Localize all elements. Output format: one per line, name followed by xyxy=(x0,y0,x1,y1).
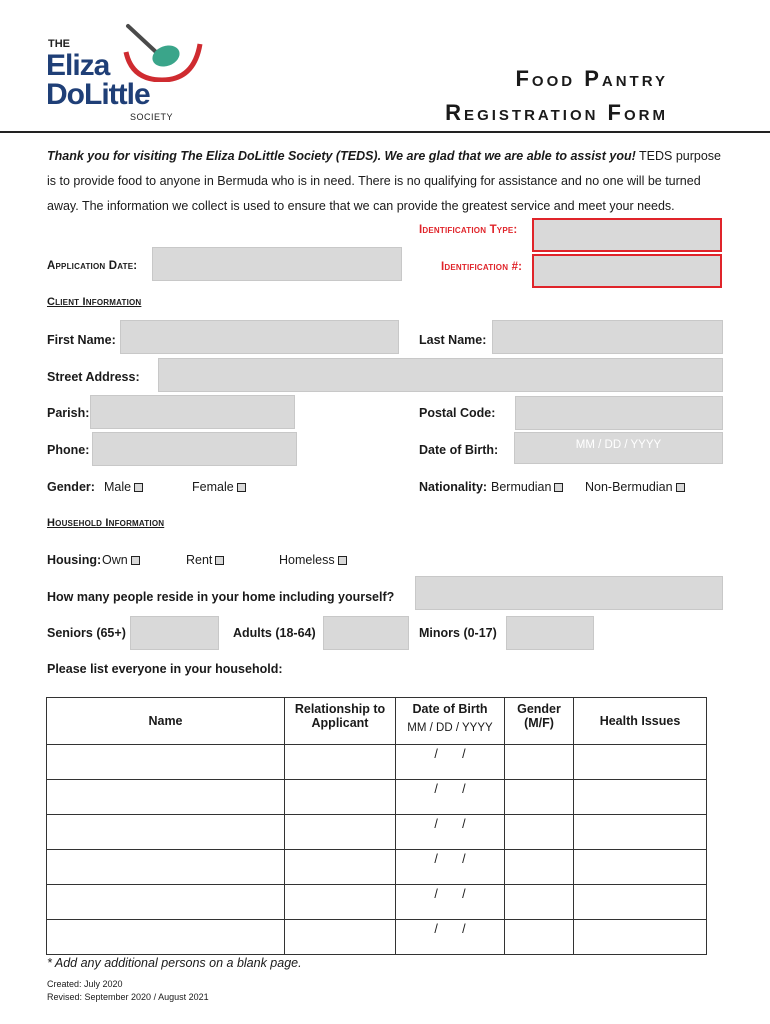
table-row xyxy=(47,850,707,885)
date-placeholder: / / xyxy=(434,747,466,761)
gender-row xyxy=(47,480,95,494)
logo xyxy=(46,22,206,126)
gender-cell[interactable] xyxy=(505,850,574,885)
relationship-cell[interactable] xyxy=(285,885,396,920)
logo-society: SOCIETY xyxy=(130,112,174,122)
logo-eliza: Eliza xyxy=(46,49,110,82)
table-row xyxy=(47,780,707,815)
name-cell[interactable] xyxy=(47,780,285,815)
date-of-birth-cell[interactable] xyxy=(396,745,505,780)
last-name-field[interactable] xyxy=(492,320,723,354)
gender-female-label: Female xyxy=(192,480,234,494)
identification-type-field[interactable] xyxy=(532,218,722,252)
table-row xyxy=(47,745,707,780)
identification-type-label: Identification Type: xyxy=(419,224,518,236)
last-name-label: Last Name: xyxy=(419,333,487,347)
bowl-spoon-icon xyxy=(120,22,206,82)
logo-dolittle: DoLittle xyxy=(46,78,150,111)
header-dob-text: Date of Birth xyxy=(412,702,488,716)
table-header-row xyxy=(47,698,707,745)
relationship-cell[interactable] xyxy=(285,780,396,815)
minors-field[interactable] xyxy=(506,616,594,650)
nationality-non-bermudian-option[interactable] xyxy=(585,480,685,494)
rent-checkbox[interactable] xyxy=(215,556,224,565)
identification-number-field[interactable] xyxy=(532,254,722,288)
street-address-field[interactable] xyxy=(158,358,723,392)
nationality-bermudian-option[interactable] xyxy=(491,480,563,494)
housing-label: Housing: xyxy=(47,553,102,567)
table-body xyxy=(47,745,707,955)
name-cell[interactable] xyxy=(47,745,285,780)
street-address-label: Street Address: xyxy=(47,370,140,384)
intro-body: TEDS purpose is to provide food to anyone in Bermuda who is in need. There is no qualifying for assistance and no one will be turned away. The information we collect is used to ensure that we can provide the greatest service and meet your needs. xyxy=(47,149,722,213)
revised-date: Revised: September 2020 / August 2021 xyxy=(47,992,209,1002)
header-relationship-text: Relationship to Applicant xyxy=(294,702,386,730)
date-placeholder: / / xyxy=(434,782,466,796)
seniors-label: Seniors (65+) xyxy=(47,626,126,640)
own-checkbox[interactable] xyxy=(131,556,140,565)
parish-label: Parish: xyxy=(47,406,90,420)
non-bermudian-label: Non-Bermudian xyxy=(585,480,673,494)
male-checkbox[interactable] xyxy=(134,483,143,492)
household-members-table xyxy=(46,697,707,955)
relationship-cell[interactable] xyxy=(285,850,396,885)
date-placeholder: / / xyxy=(434,817,466,831)
form-title-line1: Food Pantry xyxy=(515,66,668,91)
phone-label: Phone: xyxy=(47,443,90,457)
adults-field[interactable] xyxy=(323,616,409,650)
household-size-label: How many people reside in your home including yourself? xyxy=(47,590,395,604)
date-placeholder: / / xyxy=(434,922,466,936)
table-row xyxy=(47,885,707,920)
date-of-birth-cell[interactable] xyxy=(396,815,505,850)
created-date: Created: July 2020 xyxy=(47,979,123,989)
non-bermudian-checkbox[interactable] xyxy=(676,483,685,492)
first-name-field[interactable] xyxy=(120,320,399,354)
header-relationship xyxy=(285,698,396,745)
footnote: * Add any additional persons on a blank page. xyxy=(47,956,302,970)
name-cell[interactable] xyxy=(47,850,285,885)
date-of-birth-field[interactable] xyxy=(514,432,723,464)
first-name-label: First Name: xyxy=(47,333,116,347)
logo-the: THE xyxy=(48,38,70,50)
relationship-cell[interactable] xyxy=(285,920,396,955)
homeless-label: Homeless xyxy=(279,553,335,567)
client-info-heading: Client Information xyxy=(47,296,142,308)
header-date-of-birth xyxy=(396,698,505,745)
name-cell[interactable] xyxy=(47,920,285,955)
header-gender xyxy=(505,698,574,745)
gender-cell[interactable] xyxy=(505,815,574,850)
health-issues-cell[interactable] xyxy=(574,780,707,815)
application-date-field[interactable] xyxy=(152,247,402,281)
identification-number-label: Identification #: xyxy=(441,261,523,273)
phone-field[interactable] xyxy=(92,432,297,466)
header-health-text: Health Issues xyxy=(599,713,681,728)
date-of-birth-cell[interactable] xyxy=(396,885,505,920)
gender-cell[interactable] xyxy=(505,885,574,920)
relationship-cell[interactable] xyxy=(285,815,396,850)
nationality-label: Nationality: xyxy=(419,480,488,494)
health-issues-cell[interactable] xyxy=(574,815,707,850)
name-cell[interactable] xyxy=(47,815,285,850)
date-of-birth-cell[interactable] xyxy=(396,850,505,885)
household-list-prompt: Please list everyone in your household: xyxy=(47,662,283,676)
gender-label: Gender: xyxy=(47,480,95,494)
own-label: Own xyxy=(102,553,128,567)
health-issues-cell[interactable] xyxy=(574,885,707,920)
rent-label: Rent xyxy=(186,553,213,567)
postal-code-label: Postal Code: xyxy=(419,406,496,420)
housing-rent-option[interactable] xyxy=(186,553,224,567)
relationship-cell[interactable] xyxy=(285,745,396,780)
header-name-text: Name xyxy=(148,713,183,728)
health-issues-cell[interactable] xyxy=(574,920,707,955)
adults-label: Adults (18-64) xyxy=(233,626,316,640)
parish-field[interactable] xyxy=(90,395,295,429)
postal-code-field[interactable] xyxy=(515,396,723,430)
header-gender-text: Gender (M/F) xyxy=(517,702,561,730)
gender-male-option[interactable] xyxy=(104,480,143,494)
housing-homeless-option[interactable] xyxy=(279,553,347,567)
homeless-checkbox[interactable] xyxy=(338,556,347,565)
date-of-birth-label: Date of Birth: xyxy=(419,443,499,457)
table-row xyxy=(47,815,707,850)
household-size-field[interactable] xyxy=(415,576,723,610)
household-info-heading: Household Information xyxy=(47,517,165,529)
intro-paragraph xyxy=(47,144,727,219)
header-health-issues xyxy=(574,698,707,745)
health-issues-cell[interactable] xyxy=(574,850,707,885)
health-issues-cell[interactable] xyxy=(574,745,707,780)
date-placeholder: / / xyxy=(434,887,466,901)
gender-cell[interactable] xyxy=(505,745,574,780)
form-title-line2: Registration Form xyxy=(445,100,668,125)
date-of-birth-cell[interactable] xyxy=(396,920,505,955)
application-date-label: Application Date: xyxy=(47,260,138,272)
title-divider xyxy=(0,131,770,133)
date-of-birth-cell[interactable] xyxy=(396,780,505,815)
intro-thanks: Thank you for visiting The Eliza DoLittle Society (TEDS). We are glad that we are able to assist you! xyxy=(47,149,636,163)
header-name xyxy=(47,698,285,745)
name-cell[interactable] xyxy=(47,885,285,920)
gender-cell[interactable] xyxy=(505,780,574,815)
bermudian-label: Bermudian xyxy=(491,480,552,494)
bermudian-checkbox[interactable] xyxy=(554,483,563,492)
date-of-birth-placeholder: MM / DD / YYYY xyxy=(575,439,662,451)
seniors-field[interactable] xyxy=(130,616,219,650)
gender-male-label: Male xyxy=(104,480,132,494)
date-placeholder: / / xyxy=(434,852,466,866)
table-row xyxy=(47,920,707,955)
header-dob-format: MM / DD / YYYY xyxy=(407,722,493,734)
housing-own-option[interactable] xyxy=(102,553,140,567)
minors-label: Minors (0-17) xyxy=(419,626,497,640)
gender-female-option[interactable] xyxy=(192,480,246,494)
female-checkbox[interactable] xyxy=(237,483,246,492)
gender-cell[interactable] xyxy=(505,920,574,955)
